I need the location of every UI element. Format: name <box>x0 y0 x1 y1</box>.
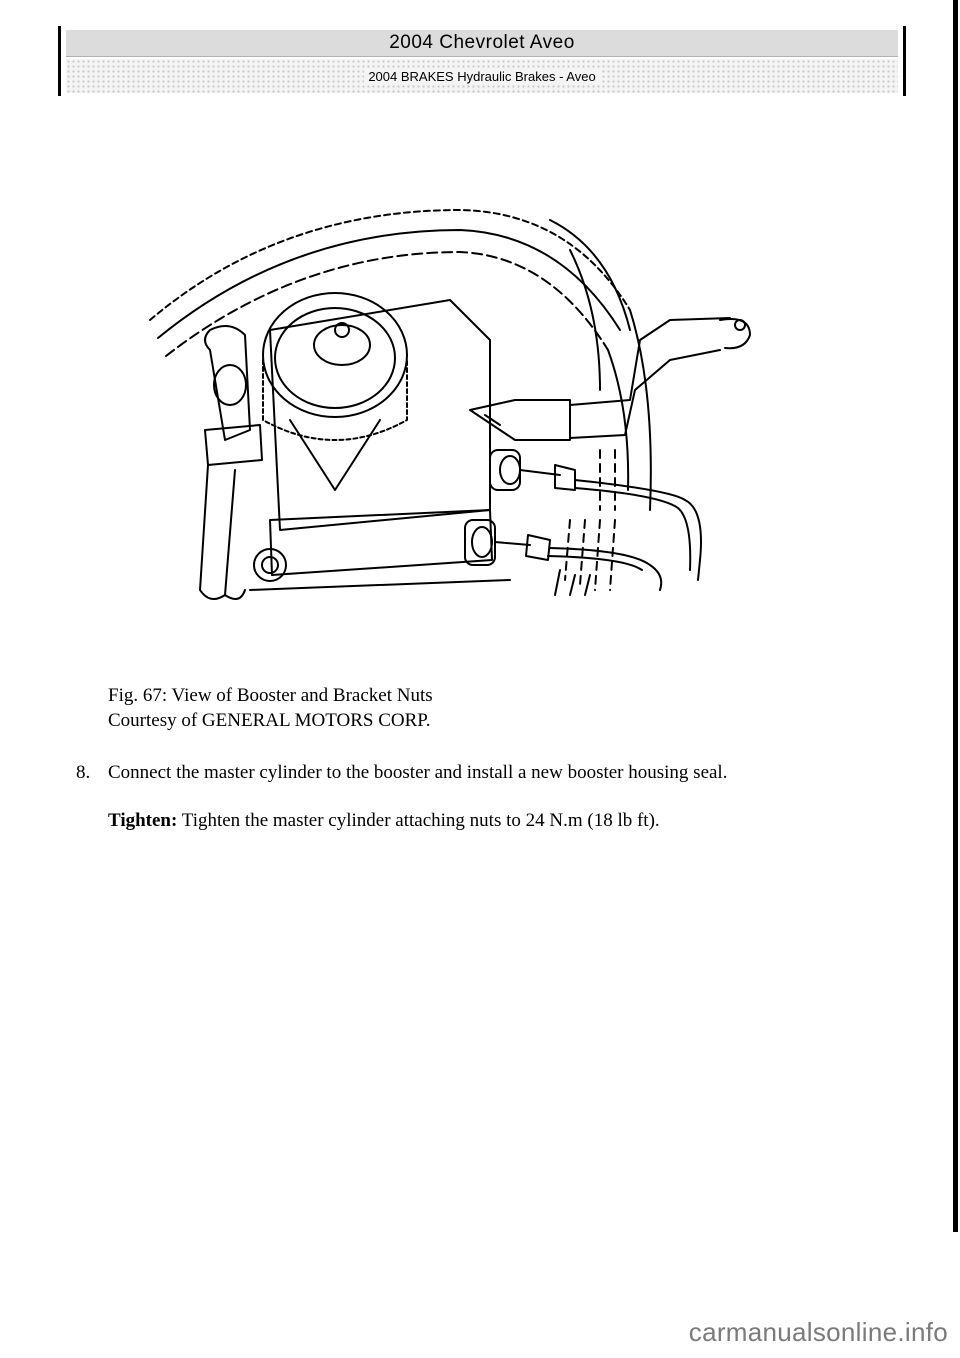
tighten-spec <box>108 808 660 833</box>
figure-caption <box>108 683 433 733</box>
header-left-rule <box>58 26 61 96</box>
page-right-rule <box>953 0 958 1232</box>
tighten-text: Tighten the master cylinder attaching nuts to 24 N.m (18 lb ft). <box>177 810 660 831</box>
page-header <box>58 26 906 96</box>
step-text: Connect the master cylinder to the booster and install a new booster housing seal. <box>108 762 728 783</box>
header-right-rule <box>903 26 906 96</box>
header-subtitle-row <box>66 59 898 93</box>
figure-caption-title: Fig. 67: View of Booster and Bracket Nuts <box>108 685 433 706</box>
booster-bracket-illustration <box>130 190 790 620</box>
watermark: carmanualsonline.info <box>688 1317 948 1347</box>
procedure-step <box>76 760 727 785</box>
tighten-label: Tighten: <box>108 810 178 831</box>
step-number: 8. <box>76 762 91 783</box>
figure-caption-credit: Courtesy of GENERAL MOTORS CORP. <box>108 710 431 731</box>
header-title: 2004 Chevrolet Aveo <box>66 30 898 57</box>
header-subtitle: 2004 BRAKES Hydraulic Brakes - Aveo <box>364 69 599 84</box>
